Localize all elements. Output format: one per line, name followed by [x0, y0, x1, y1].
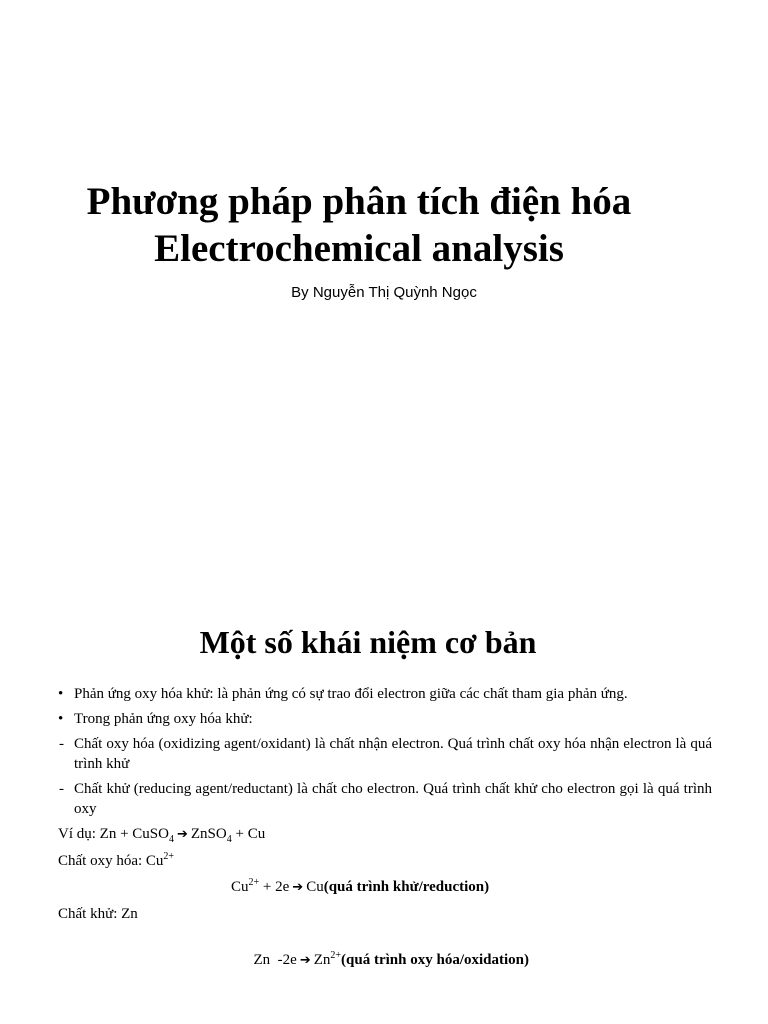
bullet-item	[58, 684, 712, 704]
superscript: 2+	[330, 950, 342, 961]
dash-marker: -	[59, 781, 64, 797]
equation-note: (quá trình khử/reduction)	[323, 879, 490, 895]
oxidation-equation	[58, 930, 712, 991]
equation-lhs: Zn -2e	[253, 952, 297, 968]
equation-lhs: Cu	[231, 879, 249, 895]
right-arrow-icon: ➔	[176, 827, 188, 842]
dash-text: Chất oxy hóa (oxidizing agent/oxidant) là chất nhận electron. Quá trình chất oxy hóa nhận electron là quá trình khử	[74, 736, 712, 772]
title-english: Electrochemical analysis	[154, 227, 564, 270]
dash-item	[58, 779, 712, 819]
example-suffix: + Cu	[231, 826, 266, 842]
dash-text: Chất khử (reducing agent/reductant) là chất cho electron. Quá trình chất khử cho electron gọi là quá trình oxy	[74, 781, 712, 817]
subscript: 4	[226, 834, 232, 845]
oxidant-label: Chất oxy hóa: Cu	[58, 853, 164, 869]
reduction-equation	[58, 877, 712, 898]
dash-marker: -	[59, 736, 64, 752]
example-product: ZnSO	[190, 826, 227, 842]
bullet-marker: •	[58, 711, 64, 727]
example-prefix: Ví dụ: Zn + CuSO	[58, 826, 169, 842]
reductant-line	[58, 904, 712, 924]
presentation-title	[0, 178, 768, 272]
example-reaction	[58, 824, 712, 845]
equation-middle: + 2e	[259, 879, 290, 895]
equation-product: Cu	[306, 879, 324, 895]
right-arrow-icon: ➔	[299, 953, 311, 968]
right-arrow-icon: ➔	[292, 880, 304, 895]
section-title: Một số khái niệm cơ bản	[199, 624, 537, 660]
reductant-label: Chất khử: Zn	[58, 906, 138, 922]
slide-basic-concepts	[0, 580, 768, 1024]
slide-body	[58, 684, 712, 997]
bullet-text: Trong phản ứng oxy hóa khử:	[74, 711, 253, 727]
equation-note: (quá trình oxy hóa/oxidation)	[341, 952, 530, 968]
subscript: 4	[168, 834, 174, 845]
bullet-marker: •	[58, 686, 64, 702]
dash-item	[58, 734, 712, 774]
superscript: 2+	[248, 877, 260, 888]
oxidant-line	[58, 851, 712, 871]
bullet-item	[58, 709, 712, 729]
equation-product: Zn	[313, 952, 331, 968]
title-vietnamese: Phương pháp phân tích điện hóa	[86, 180, 632, 223]
superscript: 2+	[163, 851, 175, 862]
author-line: By Nguyễn Thị Quỳnh Ngọc	[291, 284, 477, 301]
bullet-text: Phản ứng oxy hóa khử: là phản ứng có sự trao đổi electron giữa các chất tham gia phản ứng.	[74, 686, 628, 702]
